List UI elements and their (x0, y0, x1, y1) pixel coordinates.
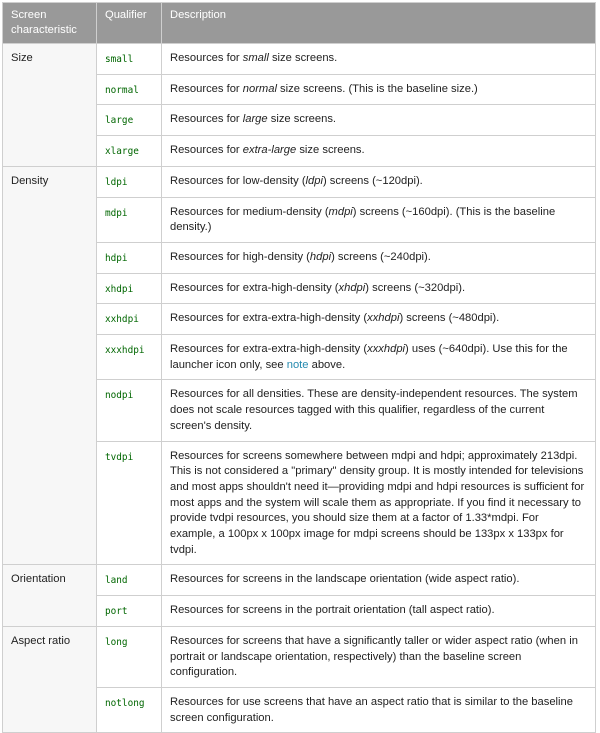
qualifier-cell: mdpi (97, 197, 162, 242)
description-cell (162, 565, 596, 596)
description-emphasis: normal (242, 82, 277, 95)
description-cell (162, 74, 596, 105)
qualifier-cell: land (97, 565, 162, 596)
table-header-row (3, 3, 596, 44)
description-cell (162, 242, 596, 273)
description-text: size screens. (267, 113, 337, 126)
description-text: Resources for (170, 144, 243, 157)
description-emphasis: small (242, 52, 269, 64)
table-row (3, 166, 596, 197)
qualifier-cell: long (97, 626, 162, 687)
description-text: Resources for (170, 52, 243, 64)
description-text: ) screens (~320dpi). (365, 281, 466, 294)
qualifier-cell: large (97, 105, 162, 136)
group-label: Aspect ratio (3, 626, 97, 733)
qualifier-cell: hdpi (97, 242, 162, 273)
description-cell (162, 596, 596, 627)
table-row (3, 565, 596, 596)
description-text: Resources for screens in the landscape orientation (wide aspect ratio). (170, 573, 520, 586)
description-text: size screens. (296, 144, 365, 157)
description-text: ) screens (~120dpi). (322, 174, 423, 187)
description-text: size screens. (268, 52, 338, 64)
group-label: Size (3, 44, 97, 167)
description-cell (162, 441, 596, 565)
group-label: Orientation (3, 565, 97, 626)
qualifier-cell: nodpi (97, 380, 162, 441)
screen-qualifiers-table (2, 2, 596, 733)
description-text: Resources for extra-extra-high-density ( (170, 343, 368, 356)
description-cell (162, 166, 596, 197)
description-text: Resources for all densities. These are density-independent resources. The system does not scale resources tagged with this qualifier, regardless of the current screen's density. (170, 388, 578, 432)
description-cell (162, 380, 596, 441)
header-description: Description (162, 3, 596, 44)
description-text: Resources for screens somewhere between mdpi and hdpi; approximately 213dpi. This is not considered a "primary" density group. It is mostly intended for televisions and most apps shouldn't need it—providing mdpi and hdpi resources is sufficient for most apps and the system will scale them as appropriate. If you find it necessary to provide tvdpi resources, you should size them at a factor of 1.33*mdpi. For example, a 100px x 100px image for mdpi screens should be 133px x 133px for tvdpi. (170, 449, 585, 556)
header-qualifier: Qualifier (97, 3, 162, 44)
description-text: Resources for extra-high-density ( (170, 281, 339, 294)
description-text: ) screens (~480dpi). (399, 312, 500, 325)
description-text: Resources for (170, 113, 243, 126)
description-text: Resources for extra-extra-high-density ( (170, 312, 368, 325)
table-row (3, 44, 596, 75)
description-text: ) uses (~640dpi). Use this for the launcher icon only, see (170, 343, 568, 371)
description-cell (162, 273, 596, 304)
qualifier-cell: tvdpi (97, 441, 162, 565)
qualifier-cell: xhdpi (97, 273, 162, 304)
description-text: Resources for screens in the portrait orientation (tall aspect ratio). (170, 604, 495, 617)
description-text: above. (308, 358, 346, 371)
qualifier-cell: ldpi (97, 166, 162, 197)
description-emphasis: hdpi (309, 250, 332, 263)
group-label: Density (3, 166, 97, 565)
description-text: ) screens (~240dpi). (331, 250, 431, 263)
qualifier-cell: small (97, 44, 162, 75)
description-cell (162, 304, 596, 335)
description-emphasis: extra-large (242, 144, 297, 157)
qualifier-cell: xxhdpi (97, 304, 162, 335)
table-body (3, 44, 596, 733)
note-link[interactable]: note (286, 358, 309, 371)
description-cell (162, 197, 596, 242)
description-emphasis: mdpi (328, 205, 353, 218)
description-emphasis: large (242, 113, 268, 126)
description-cell (162, 105, 596, 136)
description-text: Resources for low-density ( (170, 174, 306, 187)
description-text: Resources for high-density ( (170, 250, 310, 263)
description-cell (162, 44, 596, 75)
qualifier-cell: notlong (97, 687, 162, 732)
description-text: Resources for medium-density ( (170, 205, 329, 218)
description-text: Resources for (170, 82, 243, 95)
description-text: ) screens (~160dpi). (This is the baseline density.) (170, 205, 556, 234)
description-emphasis: xxxhdpi (367, 343, 406, 356)
description-text: size screens. (This is the baseline size.) (276, 82, 478, 95)
description-emphasis: ldpi (305, 174, 323, 187)
description-emphasis: xhdpi (338, 281, 366, 294)
header-screen-characteristic: Screen characteristic (3, 3, 97, 44)
description-text: Resources for screens that have a significantly taller or wider aspect ratio (when in portrait or landscape orientation, respectively) than the baseline screen configuration. (170, 634, 578, 679)
description-cell (162, 136, 596, 167)
description-cell (162, 335, 596, 380)
qualifier-cell: port (97, 596, 162, 627)
qualifier-cell: xlarge (97, 136, 162, 167)
description-text: Resources for use screens that have an aspect ratio that is similar to the baseline screen configuration. (170, 695, 573, 724)
description-emphasis: xxhdpi (367, 312, 400, 325)
description-cell (162, 687, 596, 732)
qualifier-cell: normal (97, 74, 162, 105)
qualifier-cell: xxxhdpi (97, 335, 162, 380)
